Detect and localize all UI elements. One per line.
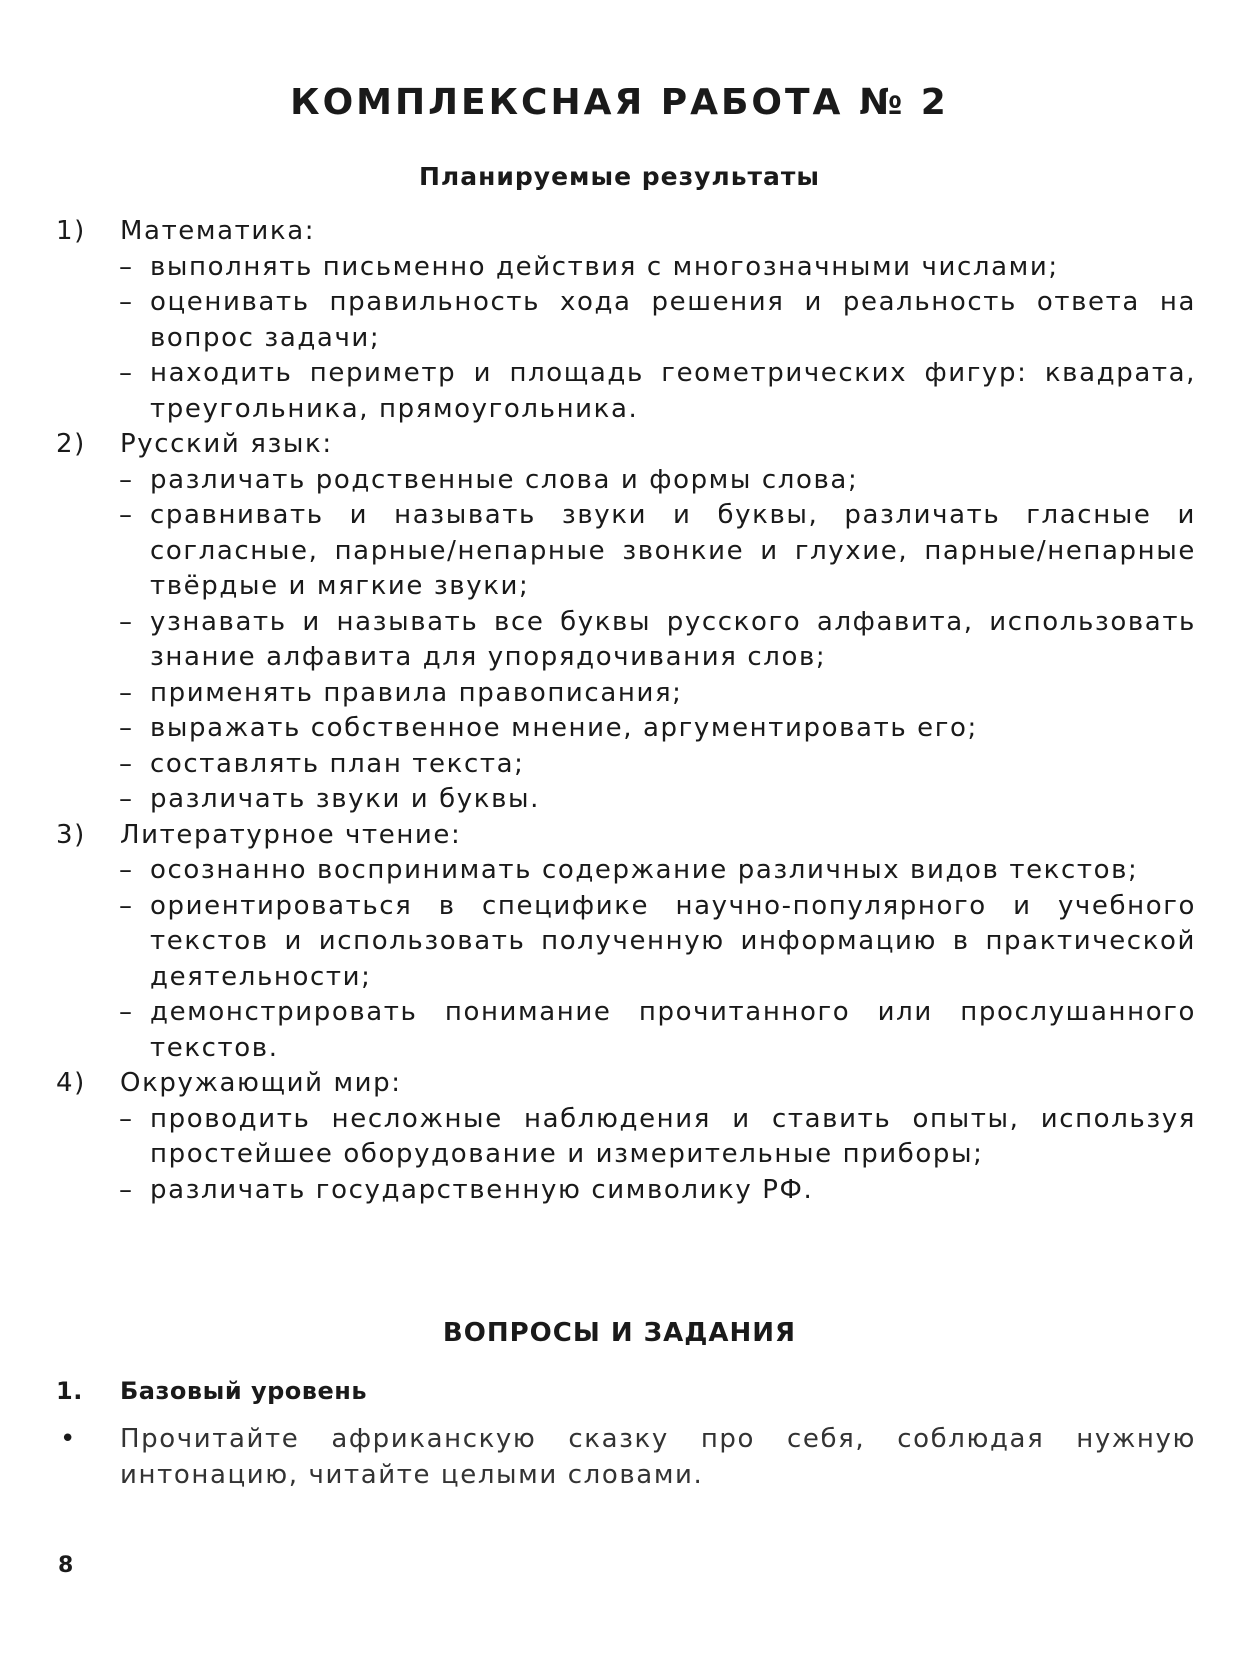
level-label: Базовый уровень <box>120 1377 368 1405</box>
planned-results-heading: Планируемые результаты <box>419 162 820 191</box>
section-russian <box>56 427 1196 818</box>
list-item <box>56 853 1196 889</box>
bullet-icon: • <box>60 1424 77 1454</box>
section-title: Русский язык: <box>120 429 333 459</box>
dash-marker: – <box>119 890 134 921</box>
list-item <box>56 1102 1196 1173</box>
list-item <box>56 1173 1196 1209</box>
list-item-text: находить периметр и площадь геометрических фигур: квадрата, треугольника, прямоугольника. <box>150 358 1196 424</box>
dash-marker: – <box>119 748 134 779</box>
dash-marker: – <box>119 464 134 495</box>
list-item-text: различать государственную символику РФ. <box>150 1174 814 1205</box>
list-item <box>56 747 1196 783</box>
list-item <box>56 605 1196 676</box>
outcomes-list <box>56 214 1196 1208</box>
section-title: Математика: <box>120 216 316 246</box>
list-item <box>56 356 1196 427</box>
list-item-text: составлять план текста; <box>150 748 525 779</box>
dash-marker: – <box>119 1103 134 1134</box>
list-item-text: применять правила правописания; <box>150 677 683 708</box>
page-number: 8 <box>58 1553 74 1578</box>
section-heading <box>56 1066 1196 1102</box>
list-item <box>56 463 1196 499</box>
list-item-text: проводить несложные наблюдения и ставить опыты, используя простейшее оборудование и измерительные приборы; <box>150 1103 1196 1169</box>
task-text: Прочитайте африканскую сказку про себя, соблюдая нужную интонацию, читайте целыми словами. <box>120 1424 1196 1490</box>
task-bullet <box>56 1422 1196 1493</box>
list-item-text: узнавать и называть все буквы русского алфавита, использовать знание алфавита для упорядочивания слов; <box>150 606 1196 672</box>
dash-marker: – <box>119 606 134 637</box>
list-item <box>56 889 1196 996</box>
section-number: 4) <box>56 1068 86 1098</box>
dash-marker: – <box>119 500 134 530</box>
section-heading <box>56 427 1196 463</box>
list-item <box>56 498 1196 605</box>
list-item-text: ориентироваться в специфике научно-популярного и учебного текстов и использовать полученную информацию в практической деятельности; <box>150 890 1196 992</box>
list-item-text: осознанно воспринимать содержание различных видов текстов; <box>150 855 1139 885</box>
section-heading <box>56 214 1196 250</box>
level-heading <box>56 1377 367 1405</box>
list-item <box>56 711 1196 747</box>
list-item <box>56 250 1196 286</box>
list-item <box>56 285 1196 356</box>
section-number: 2) <box>56 429 86 459</box>
section-math <box>56 214 1196 427</box>
list-item-text: различать родственные слова и формы слова; <box>150 464 859 495</box>
dash-marker: – <box>119 1174 134 1205</box>
section-world <box>56 1066 1196 1208</box>
list-item-text: выражать собственное мнение, аргументировать его; <box>150 713 978 743</box>
dash-marker: – <box>119 784 134 814</box>
dash-marker: – <box>119 997 134 1027</box>
list-item-text: выполнять письменно действия с многозначными числами; <box>150 251 1059 282</box>
section-literature <box>56 818 1196 1067</box>
section-number: 3) <box>56 819 86 850</box>
list-item-text: различать звуки и буквы. <box>150 784 541 814</box>
section-title: Литературное чтение: <box>120 819 462 850</box>
list-item <box>56 676 1196 712</box>
level-number: 1. <box>56 1377 83 1405</box>
page-title: КОМПЛЕКСНАЯ РАБОТА № 2 <box>290 82 949 123</box>
dash-marker: – <box>119 287 134 317</box>
dash-marker: – <box>119 713 134 743</box>
dash-marker: – <box>119 855 134 885</box>
questions-heading: ВОПРОСЫ И ЗАДАНИЯ <box>442 1318 797 1348</box>
list-item-text: оценивать правильность хода решения и реальность ответа на вопрос задачи; <box>150 287 1196 353</box>
dash-marker: – <box>119 358 134 388</box>
list-item <box>56 782 1196 818</box>
list-item <box>56 995 1196 1066</box>
list-item-text: сравнивать и называть звуки и буквы, различать гласные и согласные, парные/непарные звонкие и глухие, парные/непарные твёрдые и мягкие звуки; <box>150 500 1196 601</box>
dash-marker: – <box>119 677 134 708</box>
section-number: 1) <box>56 216 86 246</box>
section-heading <box>56 818 1196 854</box>
dash-marker: – <box>119 251 134 282</box>
list-item-text: демонстрировать понимание прочитанного или прослушанного текстов. <box>150 997 1196 1063</box>
section-title: Окружающий мир: <box>120 1068 402 1098</box>
